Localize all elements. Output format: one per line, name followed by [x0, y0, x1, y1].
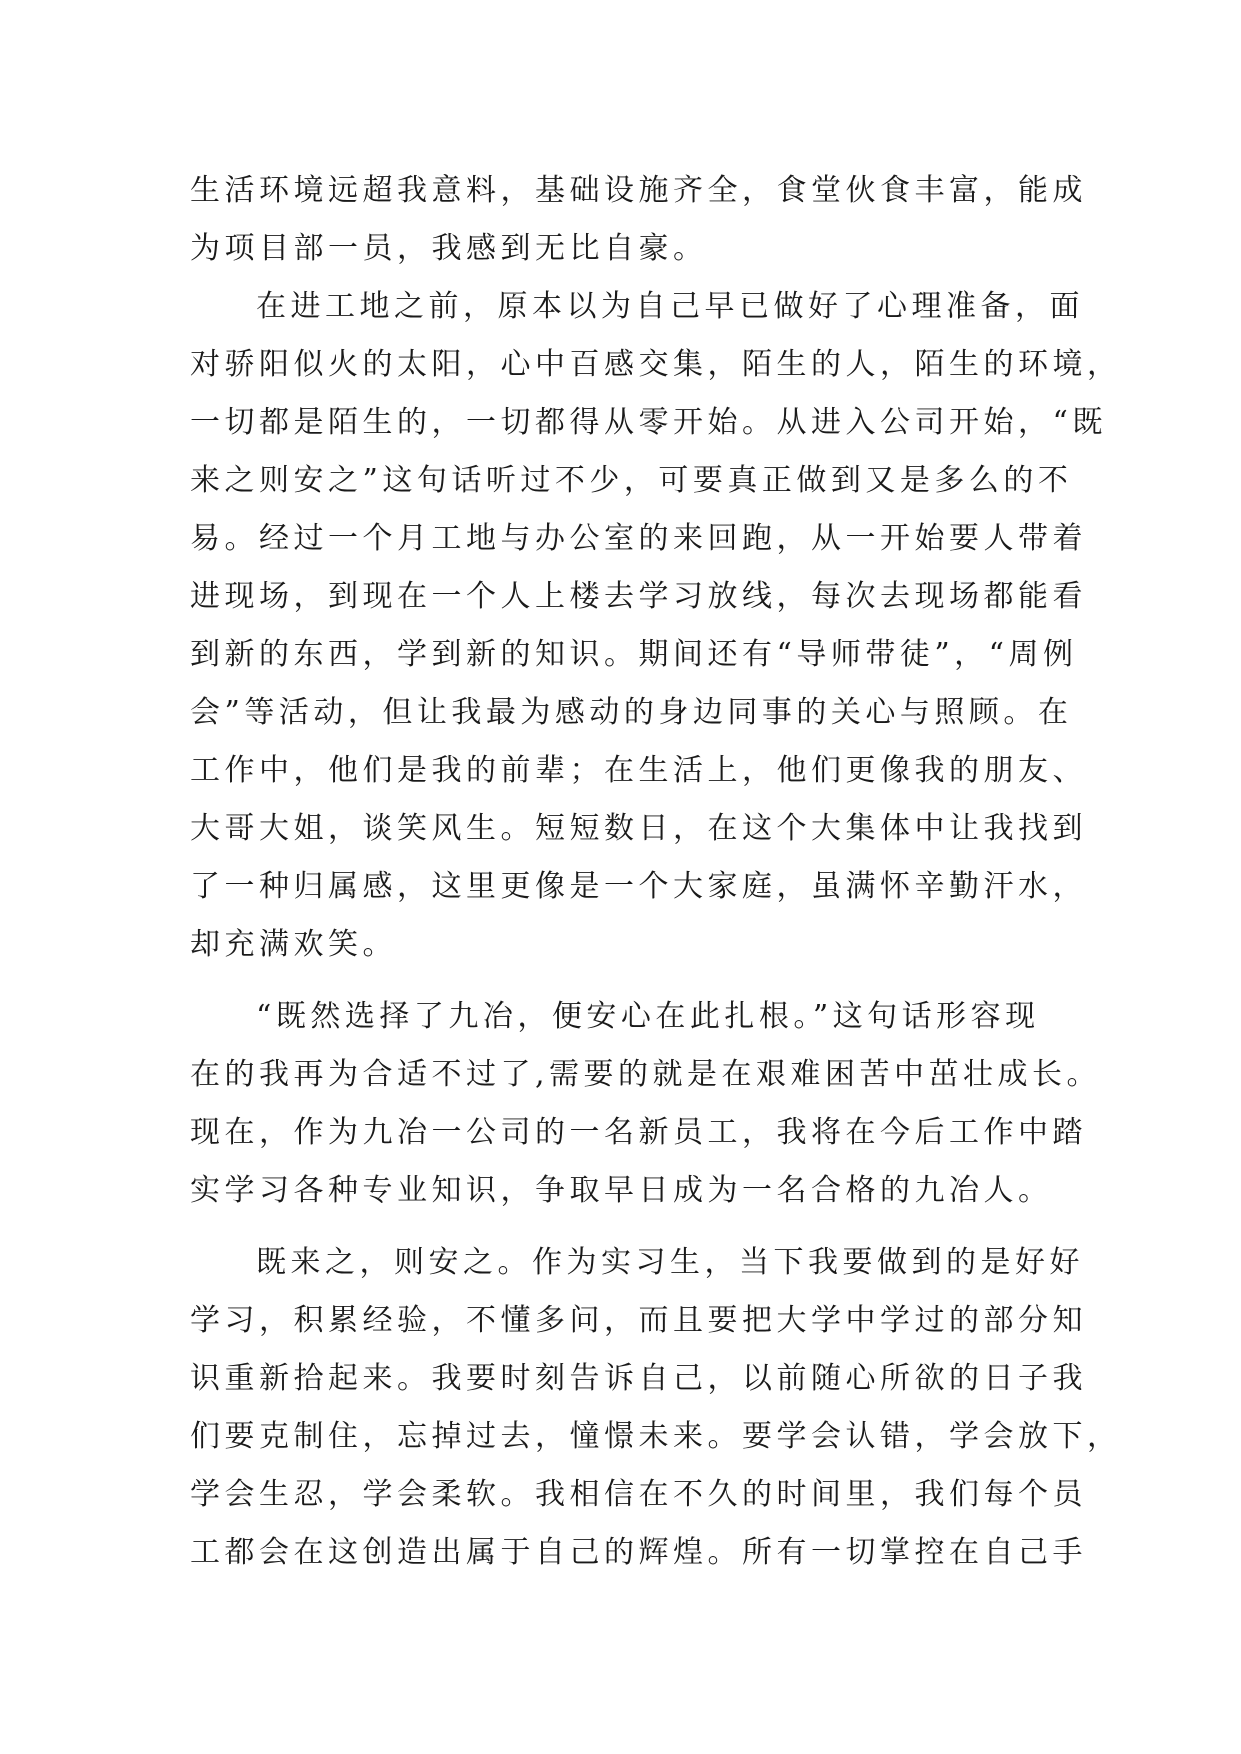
text-line: 识重新拾起来。我要时刻告诉自己，以前随心所欲的日子我	[190, 1361, 1087, 1396]
paragraph-3	[190, 988, 1102, 1220]
text-line: 为项目部一员，我感到无比自豪。	[190, 231, 708, 266]
text-line: 来之则安之”这句话听过不少，可要真正做到又是多么的不	[190, 463, 1073, 498]
paragraph-2	[190, 278, 1122, 974]
text-line: 对骄阳似火的太阳，心中百感交集，陌生的人，陌生的环境，	[190, 347, 1122, 382]
text-line: 进现场，到现在一个人上楼去学习放线，每次去现场都能看	[190, 579, 1087, 614]
text-line: 现在，作为九冶一公司的一名新员工，我将在今后工作中踏	[190, 1115, 1087, 1150]
text-line: 易。经过一个月工地与办公室的来回跑，从一开始要人带着	[190, 521, 1087, 556]
paragraph-spacing	[190, 1220, 1060, 1234]
text-line: 实学习各种专业知识，争取早日成为一名合格的九冶人。	[190, 1173, 1053, 1208]
text-line: 却充满欢笑。	[190, 927, 397, 962]
text-line: 一切都是陌生的，一切都得从零开始。从进入公司开始，“既	[190, 405, 1107, 440]
text-line: 到新的东西，学到新的知识。期间还有“导师带徒”，“周例	[190, 637, 1078, 672]
text-line: 在进工地之前，原本以为自己早已做好了心理准备，面	[256, 289, 1084, 324]
text-line: 在的我再为合适不过了,需要的就是在艰难困苦中茁壮成长。	[190, 1057, 1102, 1092]
paragraph-spacing	[190, 974, 1060, 988]
paragraph-4	[190, 1234, 1122, 1582]
text-line: 工作中，他们是我的前辈；在生活上，他们更像我的朋友、	[190, 753, 1087, 788]
paragraph-1	[190, 162, 1087, 278]
text-line: 工都会在这创造出属于自己的辉煌。所有一切掌控在自己手	[190, 1535, 1087, 1570]
text-line: 生活环境远超我意料，基础设施齐全，食堂伙食丰富，能成	[190, 173, 1087, 208]
text-line: “既然选择了九冶，便安心在此扎根。”这句话形容现	[256, 999, 1040, 1034]
text-line: 会”等活动，但让我最为感动的身边同事的关心与照顾。在	[190, 695, 1073, 730]
text-line: 学习，积累经验，不懂多问，而且要把大学中学过的部分知	[190, 1303, 1087, 1338]
text-line: 们要克制住，忘掉过去，憧憬未来。要学会认错，学会放下，	[190, 1419, 1122, 1454]
text-line: 学会生忍，学会柔软。我相信在不久的时间里，我们每个员	[190, 1477, 1087, 1512]
document-body	[190, 162, 1122, 1582]
text-line: 大哥大姐，谈笑风生。短短数日，在这个大集体中让我找到	[190, 811, 1087, 846]
text-line: 既来之，则安之。作为实习生，当下我要做到的是好好	[256, 1245, 1084, 1280]
text-line: 了一种归属感，这里更像是一个大家庭，虽满怀辛勤汗水，	[190, 869, 1087, 904]
